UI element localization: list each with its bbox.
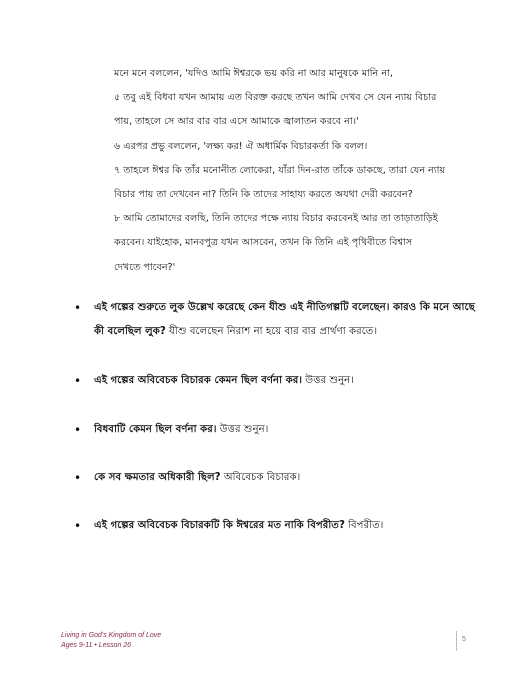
answer-text: উত্তর শুনুন। [216,424,269,435]
bullet-icon: • [74,519,82,533]
question-text: এই গল্পের অবিবেচক বিচারকটি কি ঈশ্বরের মত নাকি বিপরীত? [94,520,345,531]
footer [61,631,161,651]
page-number: 5 [462,636,466,643]
bullet-icon: • [74,471,82,485]
footer-divider [456,631,457,651]
scripture-line: ৮ আমি তোমাদের বলছি, তিনি তাদের পক্ষে ন্যায় বিচার করবেনই আর তা তাড়াতাড়িই [114,213,438,225]
scripture-line: ৬ এরপর প্রভু বললেন, 'লক্ষ্য কর! ঐ অধার্মিক বিচারকর্তা কি বলল। [114,140,368,152]
answer-text: যীশু বলেছেন নিরাশ না হয়ে বার বার প্রার্থণা করতে। [165,326,378,337]
scripture-line: পায়, তাহলে সে আর বার বার এসে আমাকে জ্বালাতন করবে না।' [114,116,359,128]
question-text: কে সব ক্ষমতার অধিকারী ছিল? [94,472,221,483]
scripture-line: বিচার পায় তা দেখবেন না? তিনি কি তাদের সাহায্য করতে অযথা দেরী করবেন? [114,189,413,201]
answer-text: বিপরীত। [344,520,384,531]
answer-text: অবিবেচক বিচারক। [220,472,301,483]
scripture-line: দেখতে পাবেন?' [114,261,176,273]
scripture-line: ৫ তবু এই বিধবা যখন আমায় এত বিরক্ত করছে তখন আমি দেখব সে যেন ন্যায় বিচার [114,92,437,104]
scripture-line: করবেন। যাইহোক, মানবপুত্র যখন আসবেন, তখন কি তিনি এই পৃথিবীতে বিশ্বাস [114,237,413,249]
scripture-line: ৭ তাহলে ঈশ্বর কি তাঁর মনোনীত লোকেরা, যাঁরা দিন-রাত তাঁকে ডাকছে, তারা যেন ন্যায় [114,164,446,176]
question-text: এই গল্পের শুরুতে লুক উল্লেখ করেছে কেন যীশু এই নীতিগল্পটি বলেছেন। কারও কি মনে আছে কী বলেছিল লুক? [94,302,475,337]
scripture-line: মনে মনে বললেন, 'যদিও আমি ঈশ্বরকে ভয় করি না আর মানুষকে মানি না, [114,68,393,79]
question-item [74,418,484,442]
bullet-icon: • [74,301,82,315]
question-text: এই গল্পের অবিবেচক বিচারক কেমন ছিল বর্ণনা কর। [94,375,303,386]
footer-title: Living in God's Kingdom of Love [61,632,162,639]
bullet-icon: • [74,374,82,388]
question-item [74,369,484,393]
question-text: বিধবাটি কেমন ছিল বর্ণনা কর। [94,424,217,435]
footer-subtitle: Ages 9-11 • Lesson 26 [61,642,132,649]
answer-text: উত্তর শুনুন। [302,375,354,386]
scripture-passage [114,62,476,280]
question-item [74,466,484,490]
question-item [74,296,484,344]
question-item [74,514,484,538]
bullet-icon: • [74,423,82,437]
